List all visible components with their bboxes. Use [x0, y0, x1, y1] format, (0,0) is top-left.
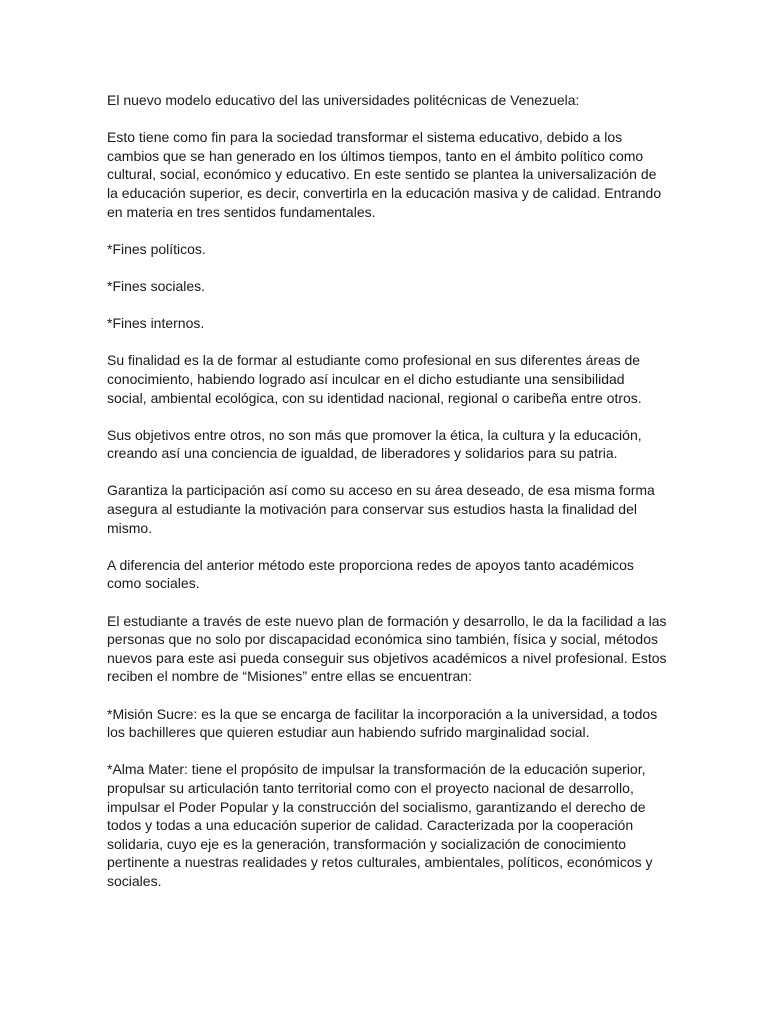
paragraph-objetivos: Sus objetivos entre otros, no son más que promover la ética, la cultura y la educación, creando así una conciencia de igualdad, de liberadores y solidarios para su patria.: [107, 426, 642, 462]
list-item-mision-sucre: *Misión Sucre: es la que se encarga de facilitar la incorporación a la universidad, a todos los bachilleres que quieren estudiar aun habiendo sufrido marginalidad social.: [107, 705, 658, 741]
document-body: [107, 91, 668, 891]
paragraph-finalidad: Su finalidad es la de formar al estudiante como profesional en sus diferentes áreas de conocimiento, habiendo logrado así inculcar en el dicho estudiante una sensibilidad social, ambiental ecológica, con su identidad nacional, regional o caribeña entre otros.: [107, 352, 642, 406]
list-item-fines-sociales: *Fines sociales.: [107, 277, 206, 294]
paragraph-garantiza: Garantiza la participación así como su acceso en su área deseado, de esa misma forma asegura al estudiante la motivación para conservar sus estudios hasta la finalidad del mismo.: [107, 482, 655, 536]
paragraph-diferencia: A diferencia del anterior método este proporciona redes de apoyos tanto académicos como sociales.: [107, 556, 634, 592]
list-item-fines-politicos: *Fines políticos.: [107, 240, 206, 257]
document-title: El nuevo modelo educativo del las universidades politécnicas de Venezuela:: [107, 92, 580, 108]
list-item-alma-mater: *Alma Mater: tiene el propósito de impulsar la transformación de la educación superior, propulsar su articulación tanto territorial como con el proyecto nacional de desarrollo, impulsar el Poder Popular y la construcción del socialismo, garantizando el derecho de todos y todas a una educación superior de calidad. Caracterizada por la cooperación solidaria, cuyo eje es la generación, transformación y socialización de conocimiento pertinente a nuestras realidades y retos culturales, ambientales, políticos, económicos y sociales.: [107, 761, 653, 889]
paragraph-intro: Esto tiene como fin para la sociedad transformar el sistema educativo, debido a los cambios que se han generado en los últimos tiempos, tanto en el ámbito político como cultural, social, económico y educativo. En este sentido se plantea la universalización de la educación superior, es decir, convertirla en la educación masiva y de calidad. Entrando en materia en tres sentidos fundamentales.: [107, 129, 662, 220]
paragraph-misiones: El estudiante a través de este nuevo plan de formación y desarrollo, le da la facilidad a las personas que no solo por discapacidad económica sino también, física y social, métodos nuevos para este asi pueda conseguir sus objetivos académicos a nivel profesional. Estos reciben el nombre de “Misiones” entre ellas se encuentran:: [107, 612, 667, 685]
list-item-fines-internos: *Fines internos.: [107, 315, 205, 332]
